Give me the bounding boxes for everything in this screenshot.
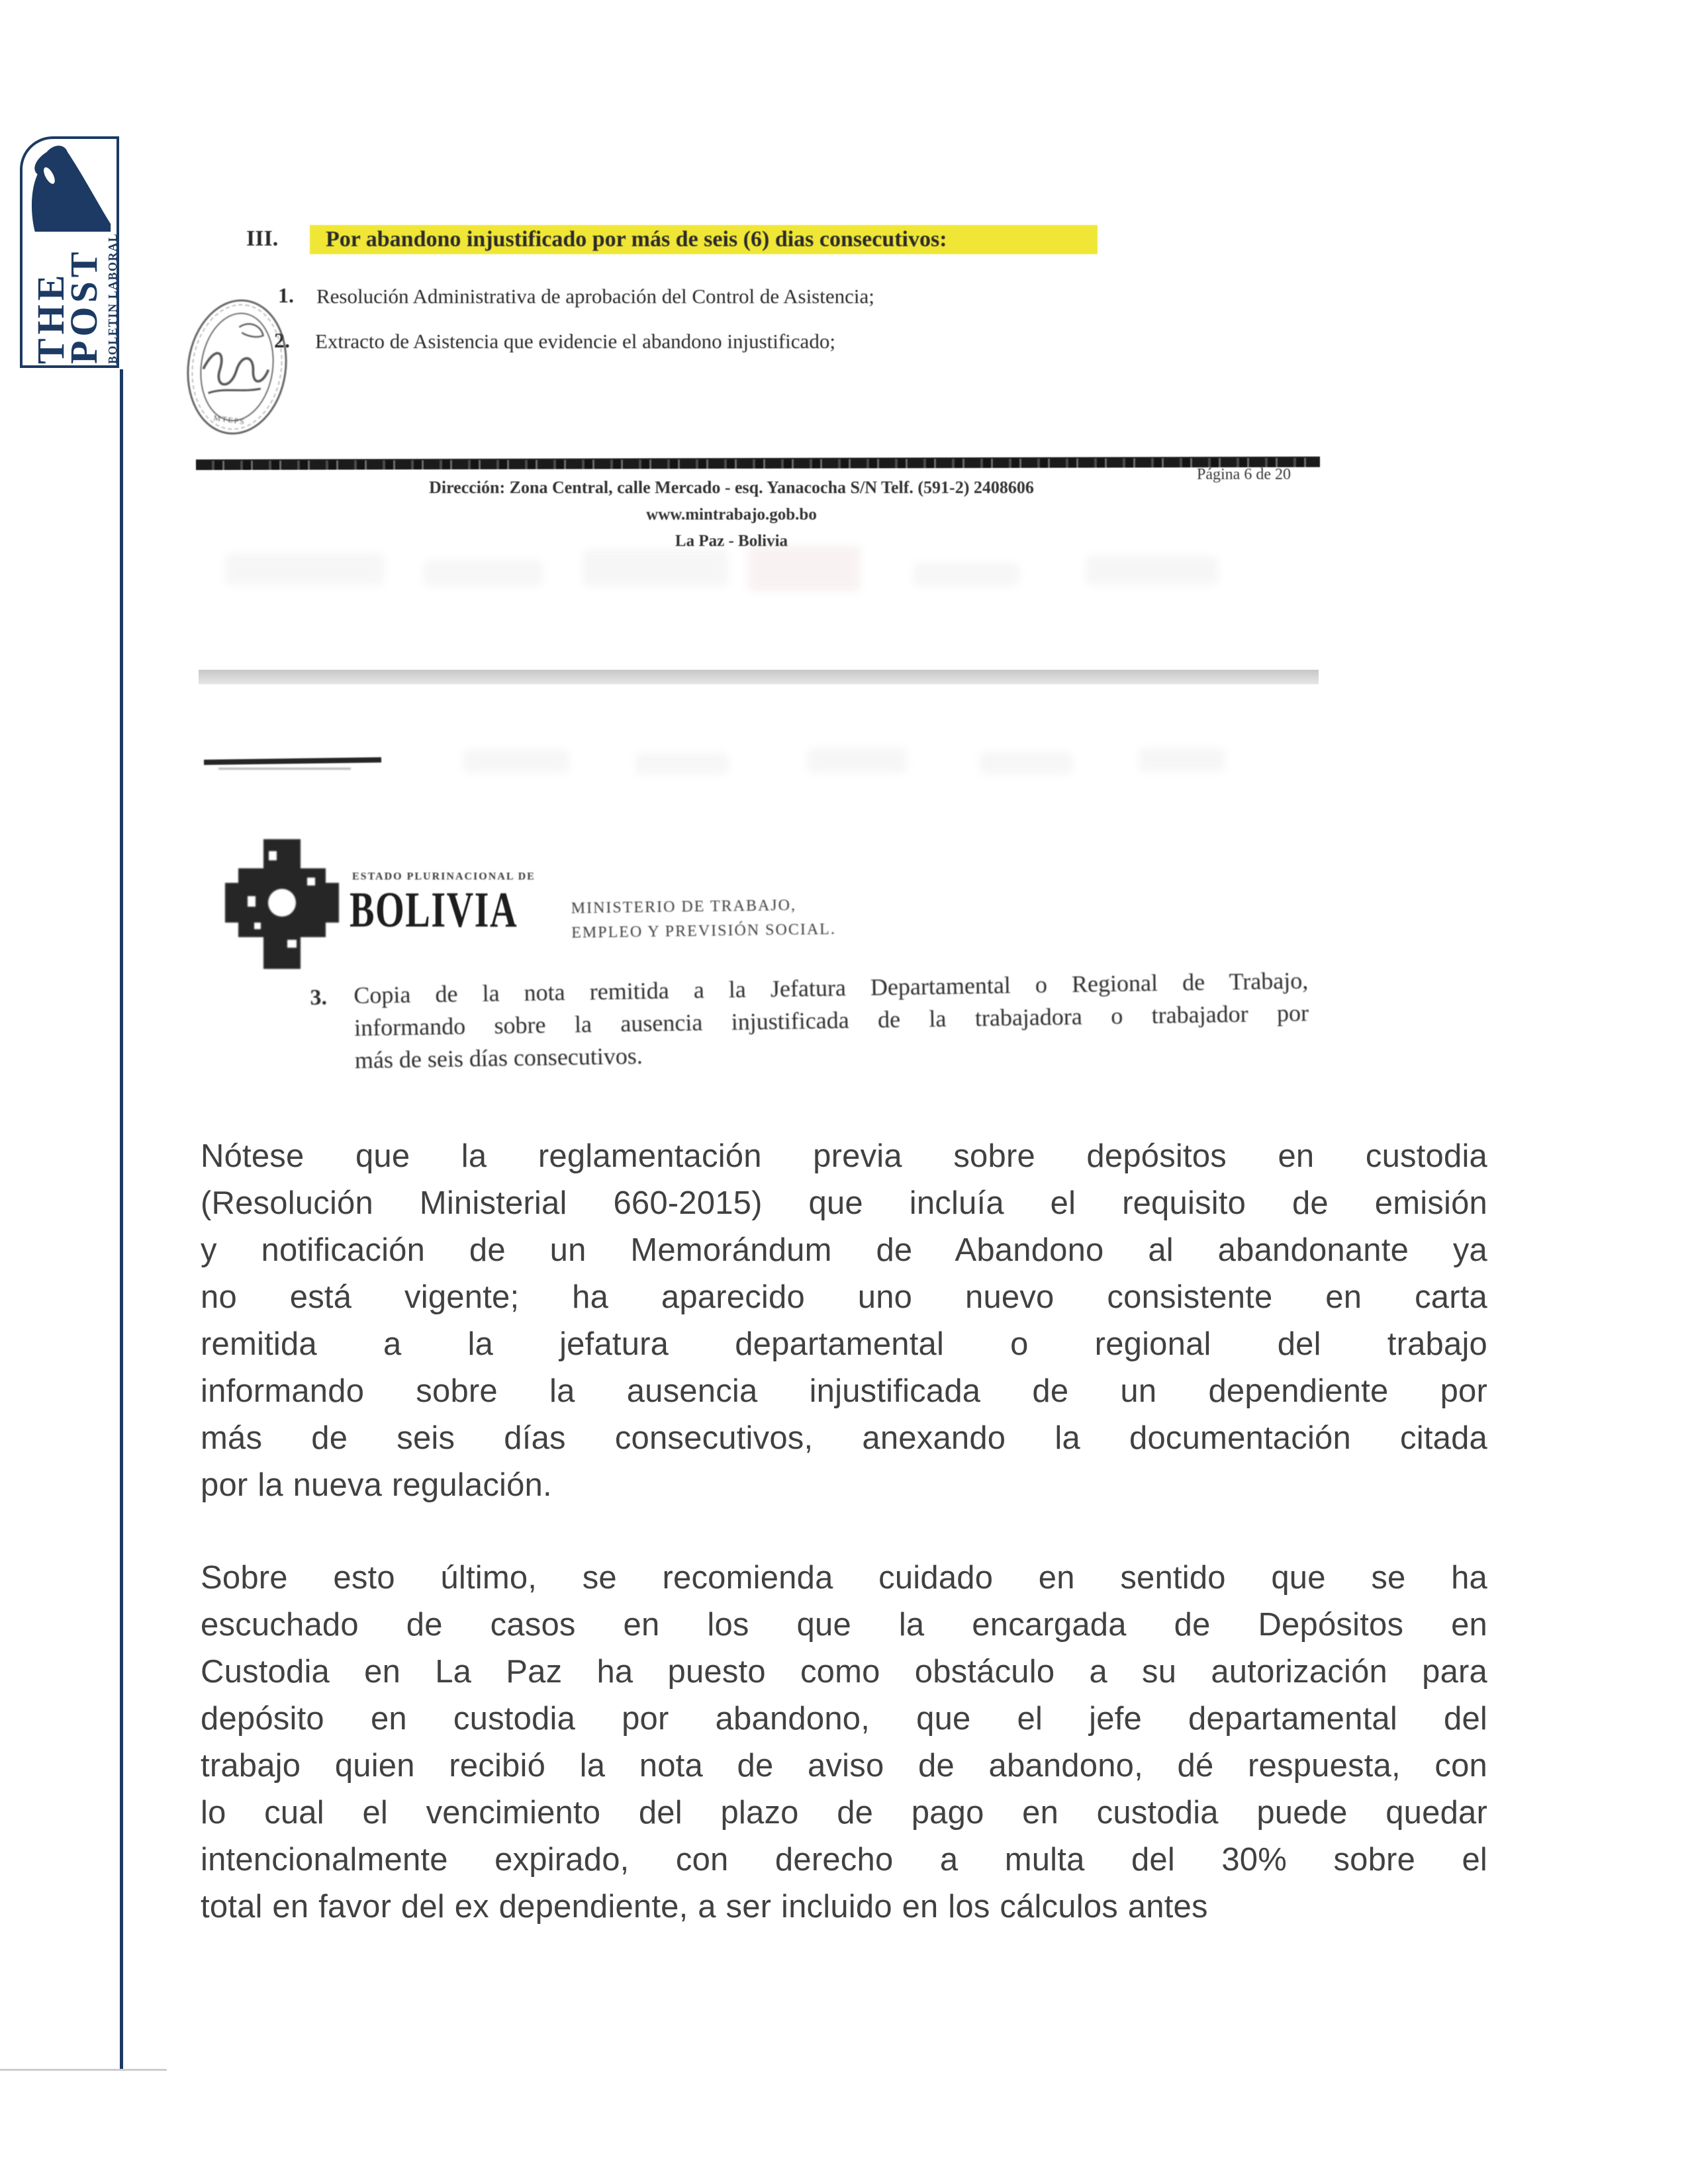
scan-artifact (583, 549, 728, 586)
paragraph-2-line: escuchado de casos en los que la encargada de Depósitos en (201, 1607, 1487, 1643)
stamp-label: MTEPS (212, 412, 246, 427)
state-label: ESTADO PLURINACIONAL DE (352, 871, 536, 882)
paragraph-2-line: trabajo quien recibió la nota de aviso de abandono, dé respuesta, con (201, 1748, 1487, 1784)
list-item-3-number: 3. (310, 985, 328, 1011)
scan-artifact (463, 749, 569, 773)
gray-divider-bar (199, 670, 1319, 684)
paragraph-2-line: Sobre esto último, se recomienda cuidado en sentido que se ha (201, 1560, 1487, 1596)
paragraph-1-line: más de seis días consecutivos, anexando la documentación citada (201, 1420, 1487, 1456)
section-heading-highlighted: Por abandono injustificado por más de seis (6) dias consecutivos: (310, 225, 1098, 254)
footer-address: Dirección: Zona Central, calle Mercado - esq. Yanacocha S/N Telf. (591-2) 2408606 (429, 478, 1034, 497)
scan-artifact (980, 752, 1072, 774)
paragraph-2-line: total en favor del ex dependiente, a ser incluido en los cálculos antes (201, 1889, 1208, 1925)
list-item-3-line: más de seis días consecutivos. (354, 1042, 643, 1073)
section-number: III. (246, 226, 279, 251)
scan-artifact (635, 753, 728, 774)
list-item-2-text: Extracto de Asistencia que evidencie el abandono injustificado; (315, 330, 835, 353)
paragraph-1-line: (Resolución Ministerial 660-2015) que incluía el requisito de emisión (201, 1185, 1487, 1221)
eagle-icon (24, 142, 117, 240)
chakana-emblem-icon (225, 839, 339, 969)
brand-title-line2: POST (62, 248, 105, 364)
paragraph-1-line: Nótese que la reglamentación previa sobre depósitos en custodia (201, 1138, 1487, 1174)
ministry-line-2: EMPLEO Y PREVISIÓN SOCIAL. (571, 921, 836, 942)
paragraph-2-line: depósito en custodia por abandono, que el jefe departamental del (201, 1701, 1487, 1737)
dark-scan-dash (204, 757, 381, 765)
paragraph-2-line: Custodia en La Paz ha puesto como obstáculo a su autorización para (201, 1654, 1487, 1690)
paragraph-2 (201, 1555, 1487, 1931)
list-item-3 (310, 964, 1309, 1077)
paragraph-1-line: remitida a la jefatura departamental o regional del trabajo (201, 1326, 1487, 1362)
scan-artifact (808, 748, 907, 773)
paragraph-1-line: informando sobre la ausencia injustificada de un dependiente por (201, 1373, 1487, 1409)
list-item-2-number: 2. (274, 328, 290, 352)
ministry-name (571, 893, 837, 946)
paragraph-1 (201, 1133, 1487, 1509)
footer-website: www.mintrabajo.gob.bo (646, 506, 817, 523)
scan-artifact (748, 545, 861, 592)
scan-artifact (914, 563, 1019, 586)
vertical-rule (120, 369, 123, 2070)
list-item-3-line: informando sobre la ausencia injustificada de la trabajadora o trabajador por (353, 999, 1309, 1041)
ministry-line-1: MINISTERIO DE TRABAJO, (571, 897, 797, 917)
scan-artifact (225, 553, 384, 585)
paragraph-1-line: no está vigente; ha aparecido uno nuevo consistente en carta (201, 1279, 1487, 1315)
scan-artifact (1086, 556, 1218, 585)
page-break-line (0, 2069, 167, 2071)
scan-artifact (424, 560, 543, 586)
dark-scan-dash-echo (218, 768, 351, 770)
paragraph-2-line: lo cual el vencimiento del plazo de pago en custodia puede quedar (201, 1795, 1487, 1831)
footer-city: La Paz - Bolivia (675, 532, 788, 550)
brand-title-line1: THE (29, 271, 72, 364)
list-item-1-number: 1. (278, 283, 294, 307)
paragraph-1-line: y notificación de un Memorándum de Abandono al abandonante ya (201, 1232, 1487, 1268)
page-indicator: Página 6 de 20 (1197, 466, 1291, 483)
paragraph-2-line: intencionalmente expirado, con derecho a multa del 30% sobre el (201, 1842, 1487, 1878)
brand-subtitle: BOLETIN LABORAL (106, 232, 119, 364)
scan-artifact (1139, 748, 1225, 772)
list-item-1-text: Resolución Administrativa de aprobación del Control de Asistencia; (316, 285, 874, 308)
country-wordmark: BOLIVIA (350, 882, 518, 938)
brand-wordmark (29, 232, 119, 364)
list-item-3-line: Copia de la nota remitida a la Jefatura Departamental o Regional de Trabajo, (353, 967, 1309, 1009)
paragraph-1-line: por la nueva regulación. (201, 1467, 552, 1503)
circular-stamp (178, 293, 295, 441)
